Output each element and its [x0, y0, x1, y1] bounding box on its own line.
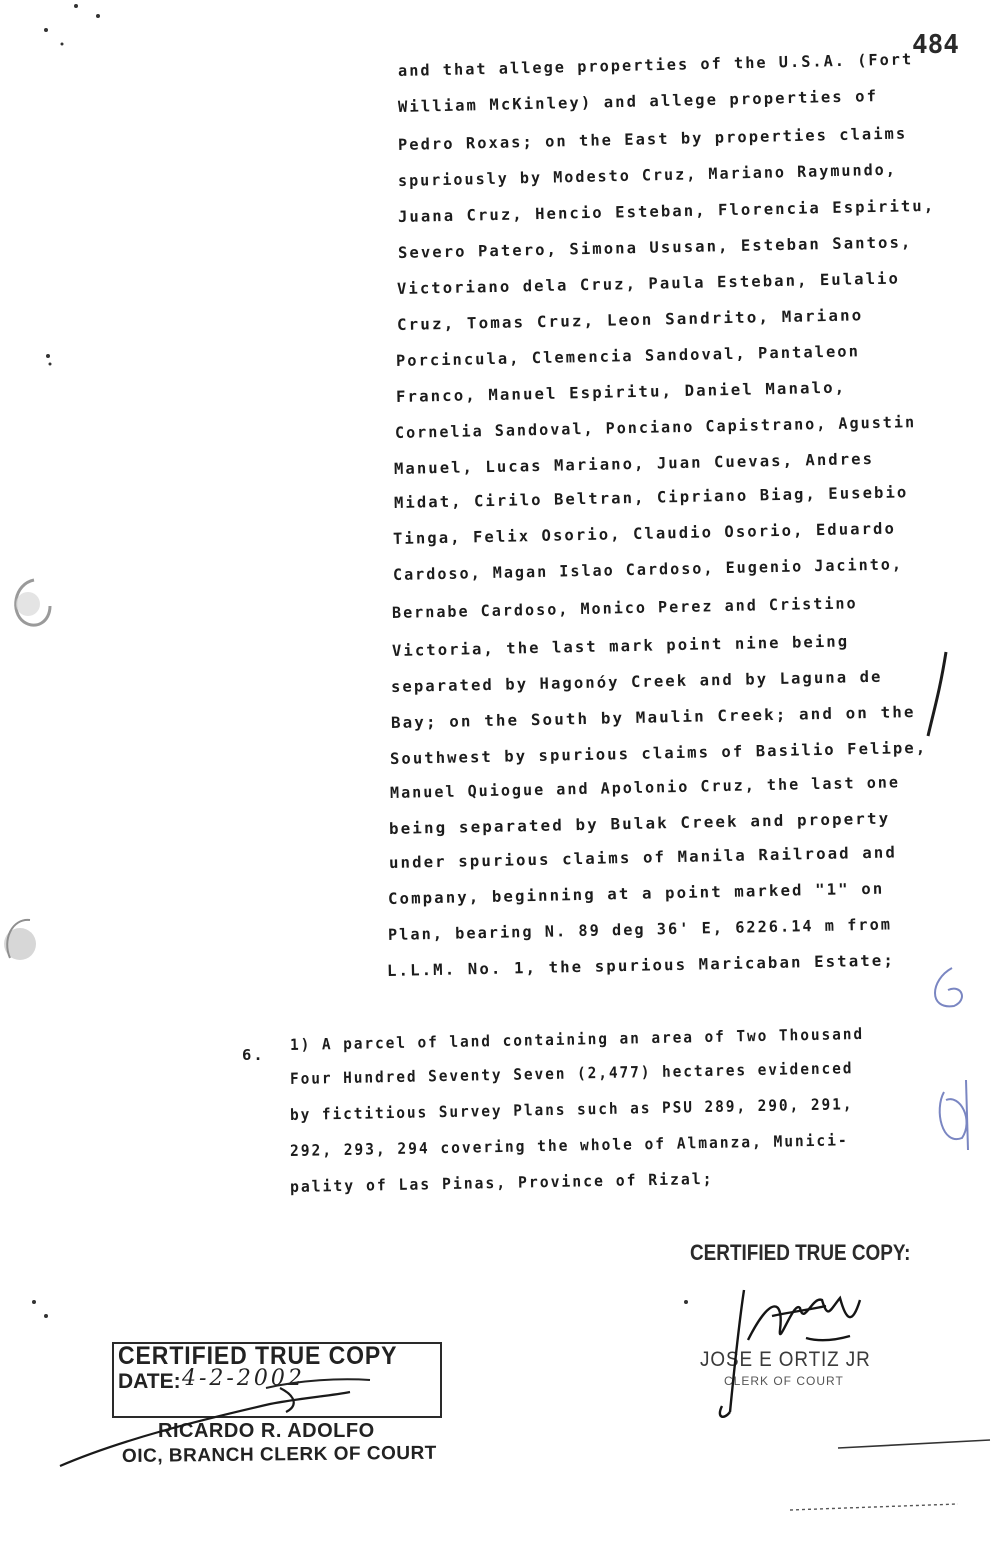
bottom-dotted-line [790, 1504, 958, 1510]
margin-pen-mark [928, 652, 946, 736]
text-line: under spurious claims of Manila Railroad and [388, 843, 898, 872]
text-line: 1) A parcel of land containing an area of Two Thousand [289, 1024, 865, 1054]
text-line: Tinga, Felix Osorio, Claudio Osorio, Eduardo [392, 519, 897, 548]
stamp-title: CERTIFIED TRUE COPY [118, 1342, 398, 1370]
text-line: Pedro Roxas; on the East by properties claims [397, 124, 908, 154]
blue-initials-mark [935, 968, 968, 1150]
text-line: Cruz, Tomas Cruz, Leon Sandrito, Mariano [396, 306, 864, 334]
stamp-date-value: 4-2-2002 [182, 1366, 305, 1391]
text-line: 292, 293, 294 covering the whole of Almanza, Munici- [289, 1131, 849, 1160]
text-line: Porcincula, Clemencia Sandoval, Pantaleon [395, 342, 861, 370]
text-line: pality of Las Pinas, Province of Rizal; [289, 1169, 714, 1196]
text-line: separated by Hagonóy Creek and by Laguna de [390, 667, 883, 696]
text-line: Four Hundred Seventy Seven (2,477) hectares evidenced [289, 1059, 854, 1088]
text-line: Victoriano dela Cruz, Paula Esteban, Eulalio [396, 269, 901, 298]
scan-specks [32, 4, 688, 1318]
text-line: Severo Patero, Simona Ususan, Esteban Santos, [397, 233, 913, 262]
text-line: L.L.M. No. 1, the spurious Maricaban Estate; [386, 951, 896, 980]
stamp-signature [60, 1388, 350, 1466]
text-line: Manuel, Lucas Mariano, Juan Cuevas, Andres [393, 449, 875, 478]
text-line: Southwest by spurious claims of Basilio Felipe, [389, 738, 928, 768]
page-number: 484 [912, 30, 959, 60]
stamp-officer-title: OIC, BRANCH CLERK OF COURT [121, 1442, 437, 1467]
certified-true-copy-label: CERTIFIED TRUE COPY: [690, 1240, 911, 1265]
stamp-date-label: DATE: [118, 1370, 181, 1393]
stamp-officer-name: RICARDO R. ADOLFO [158, 1420, 375, 1442]
punch-hole-icon [4, 920, 36, 960]
text-line: Franco, Manuel Espiritu, Daniel Manalo, [395, 378, 847, 406]
clerk-signature [720, 1290, 860, 1417]
text-line: Bay; on the South by Maulin Creek; and on the [390, 703, 916, 732]
text-line: Manuel Quiogue and Apolonio Cruz, the last one [389, 773, 901, 802]
date-strike [266, 1379, 370, 1388]
paragraph-number: 6. [242, 1046, 265, 1064]
punch-hole-icon [16, 580, 50, 625]
text-line: by fictitious Survey Plans such as PSU 289, 290, 291, [289, 1095, 854, 1124]
text-line: Midat, Cirilo Beltran, Cipriano Biag, Eusebio [393, 483, 909, 512]
text-line: and that allege properties of the U.S.A. (Fort [397, 50, 914, 80]
text-line: Bernabe Cardoso, Monico Perez and Cristino [391, 594, 858, 622]
clerk-name: JOSE E ORTIZ JR [700, 1348, 871, 1371]
text-line: Victoria, the last mark point nine being [391, 632, 850, 660]
text-line: Company, beginning at a point marked "1" on [387, 879, 885, 908]
text-line: spuriously by Modesto Cruz, Mariano Raymundo, [397, 160, 898, 190]
text-line: Juana Cruz, Hencio Esteban, Florencia Espiritu, [397, 196, 936, 226]
clerk-title: CLERK OF COURT [724, 1374, 844, 1388]
text-line: Cardoso, Magan Islao Cardoso, Eugenio Jacinto, [392, 555, 904, 584]
text-line: Plan, bearing N. 89 deg 36' E, 6226.14 m from [387, 915, 893, 944]
text-line: being separated by Bulak Creek and property [388, 809, 891, 838]
text-line: Cornelia Sandoval, Ponciano Capistrano, Agustin [394, 413, 917, 442]
text-line: William McKinley) and allege properties of [397, 87, 879, 116]
signature-underline [838, 1440, 990, 1448]
